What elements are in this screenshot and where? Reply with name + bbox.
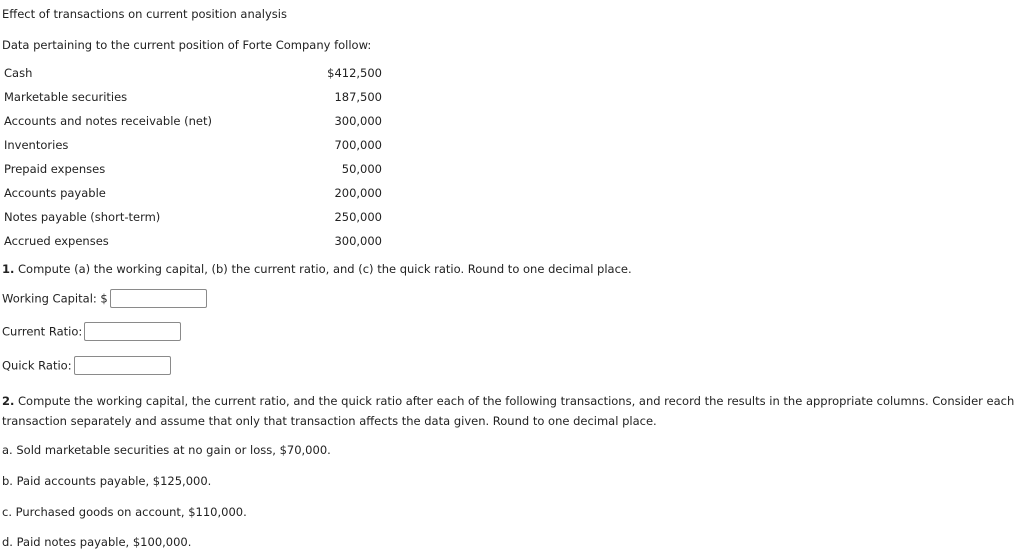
question-1	[2, 262, 632, 276]
quick-ratio-label: Quick Ratio:	[2, 358, 72, 373]
position-data-table	[0, 61, 382, 253]
row-label: Cash	[4, 66, 33, 80]
row-label: Accrued expenses	[4, 234, 109, 248]
page-title: Effect of transactions on current position analysis	[2, 7, 287, 21]
question-1-number: 1.	[2, 262, 15, 276]
row-amount: $412,500	[327, 66, 382, 80]
current-ratio-row	[2, 322, 181, 341]
transaction-a: a. Sold marketable securities at no gain or loss, $70,000.	[2, 443, 331, 457]
row-label: Accounts and notes receivable (net)	[4, 114, 212, 128]
current-ratio-label: Current Ratio:	[2, 324, 83, 339]
transaction-c: c. Purchased goods on account, $110,000.	[2, 505, 247, 519]
row-amount: 200,000	[334, 186, 382, 200]
question-1-text: Compute (a) the working capital, (b) the current ratio, and (c) the quick ratio. Round to one decimal place.	[14, 262, 632, 276]
current-ratio-input[interactable]	[84, 322, 181, 341]
table-row	[0, 109, 382, 133]
row-amount: 250,000	[334, 210, 382, 224]
row-amount: 187,500	[334, 90, 382, 104]
table-row	[0, 157, 382, 181]
table-row	[0, 85, 382, 109]
transaction-d: d. Paid notes payable, $100,000.	[2, 535, 192, 549]
question-2-number: 2.	[2, 394, 15, 408]
row-label: Inventories	[4, 138, 69, 152]
row-label: Prepaid expenses	[4, 162, 106, 176]
table-row	[0, 133, 382, 157]
table-row	[0, 229, 382, 253]
intro-text: Data pertaining to the current position of Forte Company follow:	[2, 38, 372, 52]
quick-ratio-row	[2, 356, 171, 375]
row-amount: 300,000	[334, 234, 382, 248]
table-row	[0, 181, 382, 205]
row-amount: 300,000	[334, 114, 382, 128]
question-2-text: Compute the working capital, the current ratio, and the quick ratio after each of the following transactions, and record the results in the appropriate columns. Consider each transaction separately and assume that only that transaction affects the data given. Round to one decimal place.	[2, 394, 1015, 428]
row-label: Marketable securities	[4, 90, 128, 104]
transaction-b: b. Paid accounts payable, $125,000.	[2, 474, 212, 488]
question-2	[2, 391, 1020, 431]
working-capital-row	[2, 289, 207, 308]
table-row	[0, 205, 382, 229]
row-label: Notes payable (short-term)	[4, 210, 161, 224]
working-capital-label: Working Capital: $	[2, 291, 108, 306]
row-label: Accounts payable	[4, 186, 106, 200]
quick-ratio-input[interactable]	[74, 356, 171, 375]
row-amount: 50,000	[341, 162, 382, 176]
row-amount: 700,000	[334, 138, 382, 152]
working-capital-input[interactable]	[110, 289, 207, 308]
table-row	[0, 61, 382, 85]
